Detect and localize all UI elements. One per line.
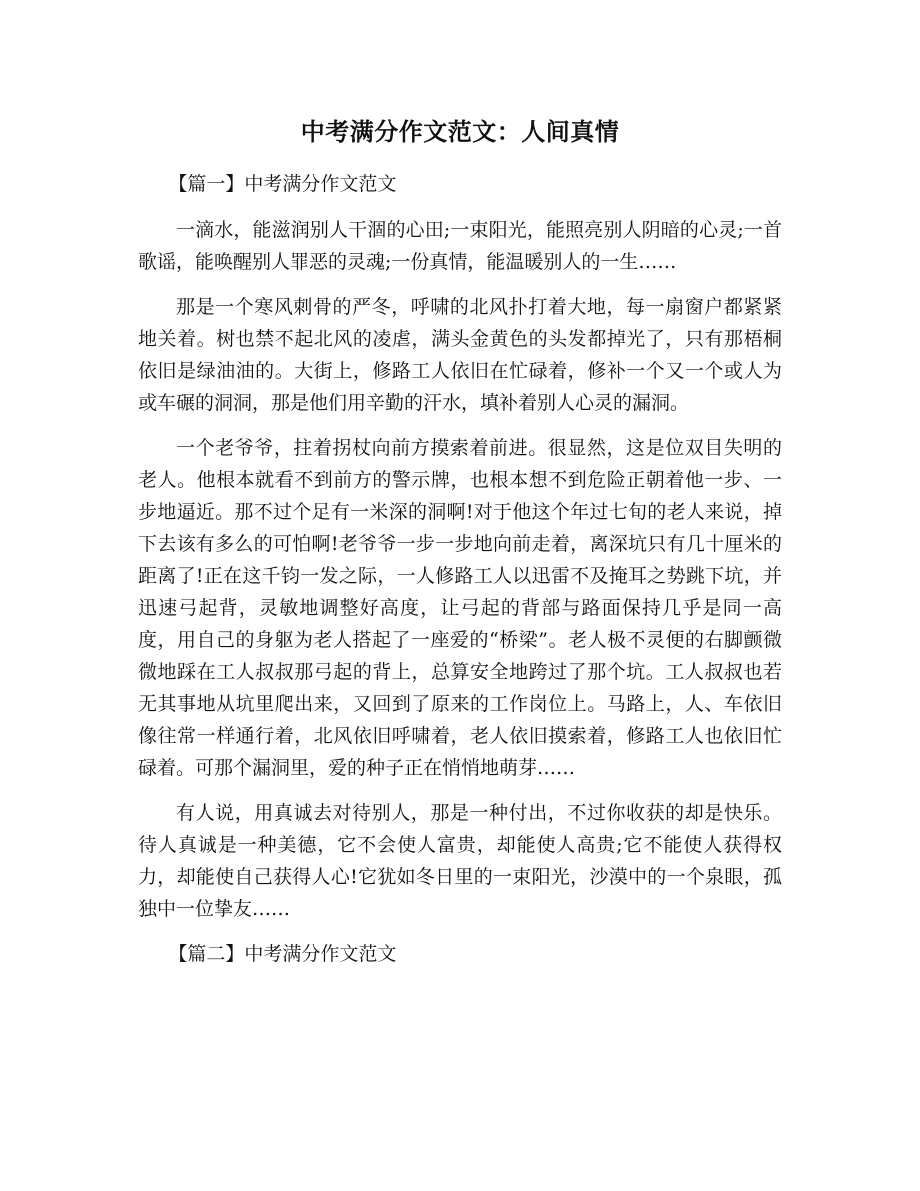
section-heading: 【篇一】中考满分作文范文: [168, 173, 397, 195]
document-title: 中考满分作文范文：人间真情: [300, 118, 620, 146]
body-paragraph: 有人说，用真诚去对待别人，那是一种付出，不过你收获的却是快乐。待人真诚是一种美德，它不会使人富贵，却能使人高贵;它不能使人获得权力，却能使自己获得人心!它犹如冬日里的一束阳光，沙漠中的一个泉眼，孤独中一位挚友……: [138, 802, 782, 920]
document-body: [138, 168, 782, 984]
section-heading: 【篇二】中考满分作文范文: [168, 943, 397, 965]
body-paragraph: 一个老爷爷，拄着拐杖向前方摸索着前进。很显然，这是位双目失明的老人。他根本就看不到前方的警示牌，也根本想不到危险正朝着他一步、一步地逼近。那不过个足有一米深的洞啊!对于他这个年过七旬的老人来说，掉下去该有多么的可怕啊!老爷爷一步一步地向前走着，离深坑只有几十厘米的距离了!正在这千钧一发之际，一人修路工人以迅雷不及掩耳之势跳下坑，并迅速弓起背，灵敏地调整好高度，让弓起的背部与路面保持几乎是同一高度，用自己的身躯为老人搭起了一座爱的“桥梁”。老人极不灵便的右脚颤微微地踩在工人叔叔那弓起的背上，总算安全地跨过了那个坑。工人叔叔也若无其事地从坑里爬出来，又回到了原来的工作岗位上。马路上，人、车依旧像往常一样通行着，北风依旧呼啸着，老人依旧摸索着，修路工人也依旧忙碌着。可那个漏洞里，爱的种子正在悄悄地萌芽……: [138, 437, 782, 779]
body-paragraph: 那是一个寒风刺骨的严冬，呼啸的北风扑打着大地，每一扇窗户都紧紧地关着。树也禁不起北风的凌虐，满头金黄色的头发都掉光了，只有那梧桐依旧是绿油油的。大街上，修路工人依旧在忙碌着，修补一个又一个或人为或车碾的洞洞，那是他们用辛勤的汗水，填补着别人心灵的漏洞。: [138, 296, 782, 414]
body-paragraph: 一滴水，能滋润别人干涸的心田;一束阳光，能照亮别人阴暗的心灵;一首歌谣，能唤醒别人罪恶的灵魂;一份真情，能温暖别人的一生……: [138, 219, 782, 273]
